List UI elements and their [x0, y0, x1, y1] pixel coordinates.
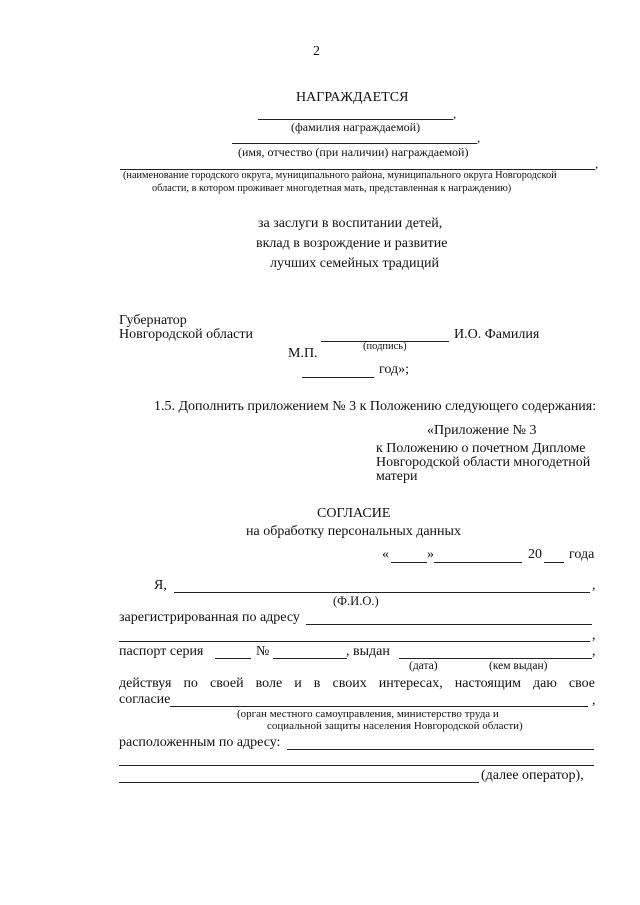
- place-caption-2: области, в котором проживает многодетная мать, представленная к награждению): [152, 183, 512, 194]
- merits-line-3: лучших семейных традиций: [270, 256, 439, 271]
- registered-line-1: [306, 624, 592, 625]
- located-line-2: [119, 765, 594, 766]
- i-comma: ,: [592, 578, 596, 593]
- date-open-quote: «: [382, 547, 389, 562]
- date-year-suffix: года: [569, 547, 595, 562]
- year-suffix: год»;: [379, 362, 410, 377]
- address-comma: ,: [592, 628, 596, 643]
- amendment-text: 1.5. Дополнить приложением № 3 к Положению следующего содержания:: [154, 399, 597, 414]
- fio-line: [174, 592, 590, 593]
- consent-subtitle: на обработку персональных данных: [246, 524, 461, 539]
- passport-series-line: [215, 658, 251, 659]
- fio-caption: (Ф.И.О.): [333, 594, 379, 608]
- appendix-line-1: «Приложение № 3: [427, 423, 537, 438]
- signature-caption: (подпись): [363, 341, 407, 352]
- appendix-line-4: матери: [376, 469, 418, 484]
- date-year-line: [544, 562, 564, 563]
- governor-region: Новгородской области: [119, 327, 253, 342]
- acting-text: действуя по своей воле и в своих интересах, настоящим даю свое: [119, 676, 595, 691]
- number-label: №: [256, 644, 270, 659]
- consent-title: СОГЛАСИЕ: [317, 506, 391, 521]
- date-caption: (дата): [409, 660, 438, 672]
- date-day-line: [391, 562, 427, 563]
- date-month-line: [434, 562, 522, 563]
- consent-comma: ,: [592, 693, 596, 708]
- page-number: 2: [313, 44, 320, 59]
- place-caption-1: (наименование городского округа, муниципального района, муниципального округа Новгородской: [123, 170, 557, 181]
- passport-label: паспорт серия: [119, 644, 204, 659]
- issued-line: [399, 658, 592, 659]
- merits-line-2: вклад в возрождение и развитие: [256, 236, 448, 251]
- consent-organ-line: [170, 706, 588, 707]
- governor-name: И.О. Фамилия: [454, 327, 540, 342]
- surname-comma: ,: [453, 106, 457, 121]
- name-caption: (имя, отчество (при наличии) награждаемой): [238, 145, 469, 159]
- issued-comma: ,: [592, 644, 596, 659]
- located-line-1: [287, 749, 594, 750]
- surname-caption: (фамилия награждаемой): [291, 120, 421, 134]
- issued-label: , выдан: [346, 644, 390, 659]
- name-line: [232, 143, 477, 144]
- year-line: [302, 377, 374, 378]
- registered-label: зарегистрированная по адресу: [119, 610, 300, 625]
- issued-by-caption: (кем выдан): [489, 660, 548, 672]
- stamp-label: М.П.: [288, 346, 318, 361]
- merits-line-1: за заслуги в воспитании детей,: [258, 216, 443, 231]
- organ-caption-1: (орган местного самоуправления, министерство труда и: [237, 708, 499, 720]
- award-title: НАГРАЖДАЕТСЯ: [296, 90, 409, 105]
- passport-number-line: [273, 658, 347, 659]
- located-line-3: [119, 782, 479, 783]
- appendix-line-2: к Положению о почетном Дипломе: [376, 441, 586, 456]
- operator-suffix: (далее оператор),: [481, 768, 584, 783]
- governor-title: Губернатор: [119, 313, 187, 328]
- appendix-line-3: Новгородской области многодетной: [376, 455, 591, 470]
- organ-caption-2: социальной защиты населения Новгородской области): [267, 720, 523, 732]
- date-year-prefix: 20: [528, 547, 542, 562]
- i-label: Я,: [154, 578, 167, 593]
- date-close-quote: »: [427, 547, 434, 562]
- place-comma: ,: [595, 156, 599, 171]
- registered-line-2: [119, 641, 590, 642]
- name-comma: ,: [477, 130, 481, 145]
- located-label: расположенным по адресу:: [119, 735, 281, 750]
- consent-word: согласие: [119, 692, 171, 707]
